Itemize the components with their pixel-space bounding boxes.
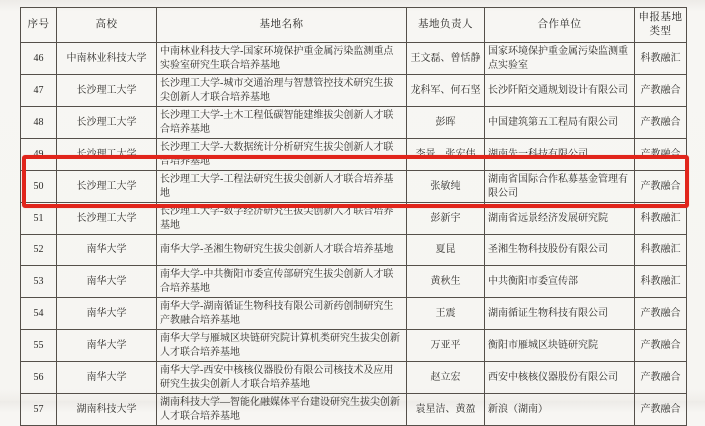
cell-base-type: 科教融汇 [635,203,687,235]
scanned-table-page [20,7,688,426]
cell-leader: 龙科军、何石坚 [407,75,485,107]
header-no: 序号 [21,8,57,43]
cell-partner: 中共衡阳市委宣传部 [485,266,635,298]
cell-university: 南华大学 [57,330,157,362]
table-row [21,266,687,298]
cell-leader: 张敏纯 [407,171,485,203]
cell-no: 53 [21,266,57,298]
cell-base-name: 南华大学-西安中核核仪器股份有限公司核技术及应用研究生拔尖创新人才联合培养基地 [157,362,407,394]
cell-partner: 长沙阡陌交通规划设计有限公司 [485,75,635,107]
cell-base-name: 南华大学-湖南循证生物科技有限公司新药创制研究生产教融合培养基地 [157,298,407,330]
cell-university: 中南林业科技大学 [57,43,157,75]
cell-no: 54 [21,298,57,330]
cell-base-name: 长沙理工大学-数字经济研究生拔尖创新人才联合培养基地 [157,203,407,235]
cell-leader: 王文磊、曾恬静 [407,43,485,75]
cell-leader: 李景、张宏伟 [407,139,485,171]
cell-university: 南华大学 [57,362,157,394]
table-row [21,203,687,235]
table-row [21,330,687,362]
cell-base-type: 科教融汇 [635,235,687,266]
cell-base-name: 长沙理工大学-土木工程低碳智能建维拔尖创新人才联合培养基地 [157,107,407,139]
cell-university: 湖南科技大学 [57,394,157,426]
cell-partner: 湖南循证生物科技有限公司 [485,298,635,330]
cell-leader: 万亚平 [407,330,485,362]
table-row [21,75,687,107]
table-row [21,107,687,139]
cell-base-type: 产教融合 [635,75,687,107]
cell-leader: 黄秋生 [407,266,485,298]
cell-partner: 湖南省国际合作私募基金管理有限公司 [485,171,635,203]
cell-base-type: 产教融合 [635,394,687,426]
cell-no: 46 [21,43,57,75]
cell-base-type: 产教融合 [635,298,687,330]
table-row [21,298,687,330]
cell-leader: 王震 [407,298,485,330]
cell-base-type: 产教融合 [635,362,687,394]
cell-partner: 湖南省远景经济发展研究院 [485,203,635,235]
cell-university: 南华大学 [57,266,157,298]
table-row [21,139,687,171]
cell-leader: 彭新宇 [407,203,485,235]
cell-base-name: 湖南科技大学—智能化融媒体平台建设研究生拔尖创新人才联合培养基地 [157,394,407,426]
cell-base-name: 长沙理工大学-城市交通治理与智慧管控技术研究生拔尖创新人才联合培养基地 [157,75,407,107]
cell-university: 长沙理工大学 [57,107,157,139]
cell-partner: 湖南先一科技有限公司 [485,139,635,171]
cell-base-type: 产教融合 [635,171,687,203]
cell-no: 49 [21,139,57,171]
cell-base-type: 科教融汇 [635,43,687,75]
cell-no: 52 [21,235,57,266]
cell-base-name: 中南林业科技大学-国家环境保护重金属污染监测重点实验室研究生联合培养基地 [157,43,407,75]
cell-partner: 圣湘生物科技股份有限公司 [485,235,635,266]
cell-no: 55 [21,330,57,362]
cell-base-type: 产教融合 [635,107,687,139]
cell-no: 56 [21,362,57,394]
base-list-table [20,7,687,426]
cell-partner: 中国建筑第五工程局有限公司 [485,107,635,139]
cell-base-type: 科教融汇 [635,266,687,298]
cell-university: 南华大学 [57,298,157,330]
cell-no: 50 [21,171,57,203]
cell-partner: 衡阳市雁城区块链研究院 [485,330,635,362]
cell-partner: 西安中核核仪器股份有限公司 [485,362,635,394]
header-base-type: 申报基地类型 [635,8,687,43]
table-row [21,235,687,266]
cell-no: 48 [21,107,57,139]
table-row [21,43,687,75]
cell-leader: 夏昆 [407,235,485,266]
table-row [21,362,687,394]
table-header-row [21,8,687,43]
cell-leader: 袁星洁、黄盈 [407,394,485,426]
cell-university: 南华大学 [57,235,157,266]
header-leader: 基地负责人 [407,8,485,43]
header-partner: 合作单位 [485,8,635,43]
cell-base-name: 南华大学-圣湘生物研究生拔尖创新人才联合培养基地 [157,235,407,266]
cell-no: 57 [21,394,57,426]
table-row [21,394,687,426]
cell-leader: 赵立宏 [407,362,485,394]
cell-leader: 彭晖 [407,107,485,139]
cell-partner: 国家环境保护重金属污染监测重点实验室 [485,43,635,75]
cell-no: 51 [21,203,57,235]
cell-partner: 新浪（湖南） [485,394,635,426]
cell-university: 长沙理工大学 [57,171,157,203]
header-university: 高校 [57,8,157,43]
cell-base-name: 长沙理工大学-工程法研究生拔尖创新人才联合培养基地 [157,171,407,203]
table-body [21,43,687,426]
table-row-highlighted [21,171,687,203]
cell-university: 长沙理工大学 [57,203,157,235]
cell-base-type: 产教融合 [635,330,687,362]
cell-base-type: 产教融合 [635,139,687,171]
cell-university: 长沙理工大学 [57,75,157,107]
cell-base-name: 南华大学与雁城区块链研究院计算机类研究生拔尖创新人才联合培养基地 [157,330,407,362]
cell-base-name: 长沙理工大学-大数据统计分析研究生拔尖创新人才联合培养基地 [157,139,407,171]
header-base-name: 基地名称 [157,8,407,43]
cell-base-name: 南华大学-中共衡阳市委宣传部研究生拔尖创新人才联合培养基地 [157,266,407,298]
cell-university: 长沙理工大学 [57,139,157,171]
cell-no: 47 [21,75,57,107]
